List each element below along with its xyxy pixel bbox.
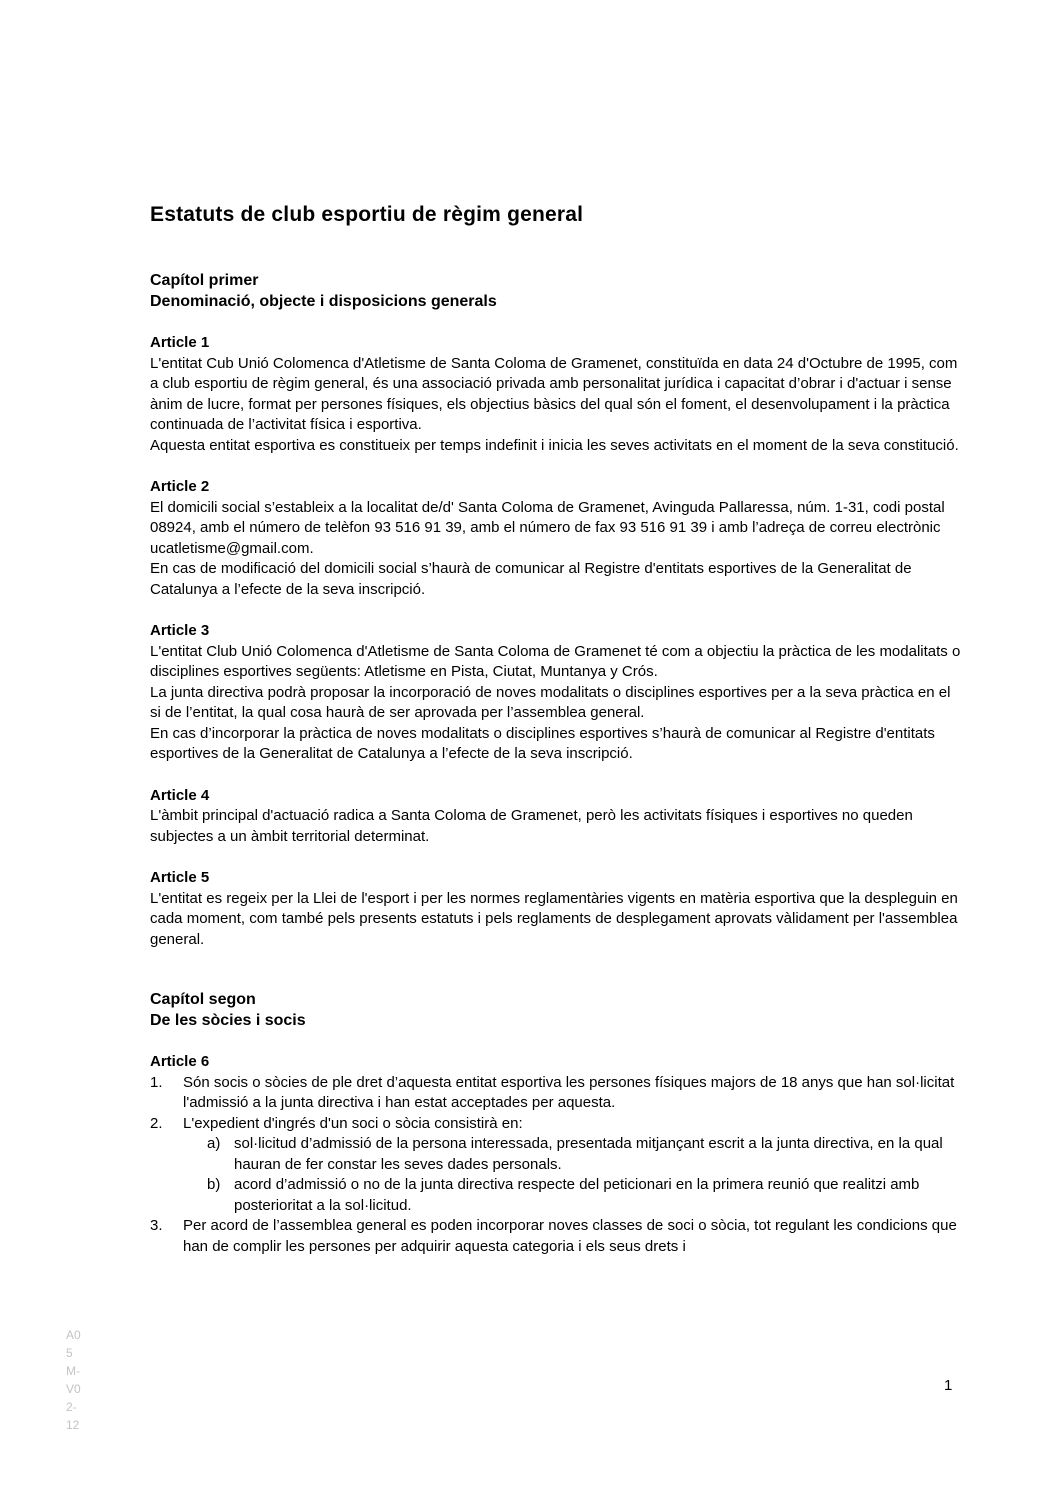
chapter-2-heading <box>150 990 962 1031</box>
chapter-1-title: Capítol primer <box>150 272 259 289</box>
article-4-title: Article 4 <box>150 786 210 804</box>
list-item-3-marker: 3. <box>150 1217 163 1234</box>
sub-item-b <box>150 1175 962 1216</box>
article-3-title: Article 3 <box>150 622 210 639</box>
article-2-paragraph: En cas de modificació del domicili social s’haurà de comunicar al Registre d'entitats esportives de la Generalitat de Catalunya a l’efecte de la seva inscripció. <box>150 560 912 598</box>
list-item-1 <box>150 1073 962 1114</box>
article-1-paragraph: Aquesta entitat esportiva es constitueix per temps indefinit i inicia les seves activitats en el moment de la seva constitució. <box>150 436 959 454</box>
article-1-paragraph: L'entitat Cub Unió Colomenca d'Atletisme de Santa Coloma de Gramenet, constituïda en data 24 d'Octubre de 1995, com a club esportiu de règim general, és una associació privada amb personalitat jurídica i capacitat d’obrar i d'actuar i sense ànim de lucre, format per persones físiques, els objectius bàsics del qual són el foment, el desenvolupament i la pràctica continuada de l’activitat física i esportiva. <box>150 354 958 433</box>
document-title: Estatuts de club esportiu de règim general <box>150 203 584 226</box>
list-item-1-marker: 1. <box>150 1073 163 1091</box>
sub-item-b-text: acord d’admissió o no de la junta directiva respecte del peticionari en la primera reunió que realitzi amb posterioritat a la sol·licitud. <box>234 1176 920 1214</box>
article-1-title: Article 1 <box>150 334 210 351</box>
list-item-2 <box>150 1114 962 1135</box>
margin-code-line: V0 <box>66 1382 81 1396</box>
page-number: 1 <box>944 1377 953 1394</box>
document-content <box>150 203 962 1257</box>
article-2-title: Article 2 <box>150 478 210 495</box>
list-item-3 <box>150 1216 962 1257</box>
article-3-paragraph: L'entitat Club Unió Colomenca d'Atletisme de Santa Coloma de Gramenet té com a objectiu la pràctica de les modalitats o disciplines esportives següents: Atletisme en Pista, Ciutat, Muntanya y Crós. <box>150 642 961 680</box>
margin-form-code <box>66 1326 81 1434</box>
sub-item-b-marker: b) <box>207 1176 221 1193</box>
article-6-title: Article 6 <box>150 1053 210 1070</box>
margin-code-line: M- <box>66 1364 80 1378</box>
article-5-paragraph: L'entitat es regeix per la Llei de l'esport i per les normes reglamentàries vigents en matèria esportiva que la despleguin en cada moment, com també pels presents estatuts i pels reglaments de desplegament aprovats vàlidament per l'assemblea general. <box>150 889 958 948</box>
chapter-2-subtitle: De les sòcies i socis <box>150 1011 306 1029</box>
article-2 <box>150 477 962 600</box>
sub-item-a <box>150 1134 962 1175</box>
list-item-2-sublist <box>150 1134 962 1216</box>
list-item-3-text: Per acord de l’assemblea general es poden incorporar noves classes de soci o sòcia, tot regulant les condicions que han de complir les persones per adquirir aquesta categoria i els seus drets i <box>183 1217 957 1255</box>
article-3-paragraph: La junta directiva podrà proposar la incorporació de noves modalitats o disciplines esportives per a la seva pràctica en el si de l’entitat, la qual cosa haurà de ser aprovada per l’assemblea general. <box>150 683 951 721</box>
article-4 <box>150 786 962 848</box>
article-3-paragraph: En cas d’incorporar la pràctica de noves modalitats o disciplines esportives s’haurà de comunicar al Registre d'entitats esportives de la Generalitat de Catalunya a l’efecte de la seva inscripció. <box>150 724 935 762</box>
article-1 <box>150 333 962 456</box>
sub-item-a-marker: a) <box>207 1135 221 1152</box>
chapter-1-subtitle: Denominació, objecte i disposicions generals <box>150 292 497 310</box>
margin-code-line: 5 <box>66 1346 73 1360</box>
chapter-2-title: Capítol segon <box>150 991 256 1008</box>
margin-code-line: A0 <box>66 1328 81 1342</box>
article-2-paragraph: El domicili social s’estableix a la localitat de/d' Santa Coloma de Gramenet, Avinguda Pallaressa, núm. 1-31, codi postal 08924, amb el número de telèfon 93 516 91 39, amb el número de fax 93 516 91 39 i amb l’adreça de correu electrònic ucatletisme@gmail.com. <box>150 498 945 557</box>
article-3 <box>150 621 962 765</box>
article-5-title: Article 5 <box>150 869 210 886</box>
sub-item-a-text: sol·licitud d’admissió de la persona interessada, presentada mitjançant escrit a la junta directiva, en la qual hauran de fer constar les seves dades personals. <box>234 1135 943 1173</box>
list-item-2-text: L'expedient d'ingrés d'un soci o sòcia consistirà en: <box>183 1114 523 1132</box>
article-6 <box>150 1052 962 1257</box>
list-item-1-text: Són socis o sòcies de ple dret d’aquesta entitat esportiva les persones físiques majors de 18 anys que han sol·licitat l'admissió a la junta directiva i han estat acceptades per aquesta. <box>183 1073 955 1111</box>
margin-code-line: 12 <box>66 1418 80 1432</box>
article-6-list <box>150 1073 962 1258</box>
margin-code-line: 2- <box>66 1400 77 1414</box>
article-5 <box>150 868 962 950</box>
list-item-2-marker: 2. <box>150 1114 163 1132</box>
chapter-1-heading <box>150 271 962 312</box>
article-4-paragraph: L'àmbit principal d'actuació radica a Santa Coloma de Gramenet, però les activitats físiques i esportives no queden subjectes a un àmbit territorial determinat. <box>150 807 913 845</box>
